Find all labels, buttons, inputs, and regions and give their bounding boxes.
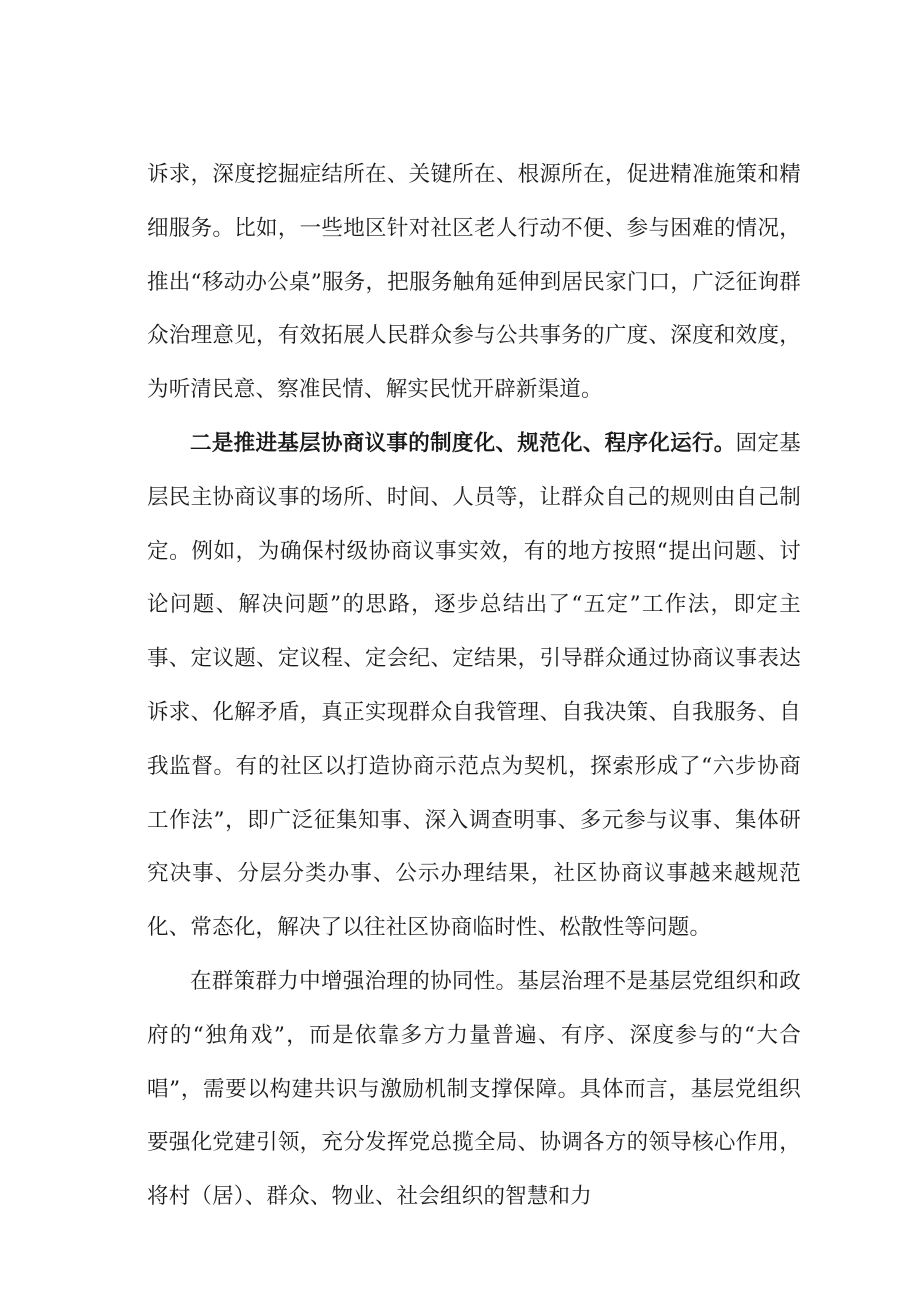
paragraph-collaboration xyxy=(147,955,801,1224)
paragraph-second-point xyxy=(147,417,801,955)
paragraph-text: 固定基层民主协商议事的场所、时间、人员等，让群众自己的规则由自己制定。例如，为确保村级协商议事实效，有的地方按照“提出问题、讨论问题、解决问题”的思路，逐步总结出了“五定”工作法，即定主事、定议题、定议程、定会纪、定结果，引导群众通过协商议事表达诉求、化解矛盾，真正实现群众自我管理、自我决策、自我服务、自我监督。有的社区以打造协商示范点为契机，探索形成了“六步协商工作法”，即广泛征集知事、深入调查明事、多元参与议事、集体研究决事、分层分类办事、公示办理结果，社区协商议事越来越规范化、常态化，解决了以往社区协商临时性、松散性等问题。 xyxy=(147,430,801,941)
paragraph-continuation xyxy=(147,148,801,417)
paragraph-text: 诉求，深度挖掘症结所在、关键所在、根源所在，促进精准施策和精细服务。比如，一些地区针对社区老人行动不便、参与困难的情况，推出“移动办公桌”服务，把服务触角延伸到居民家门口，广泛征询群众治理意见，有效拓展人民群众参与公共事务的广度、深度和效度，为听清民意、察准民情、解实民忧开辟新渠道。 xyxy=(147,162,801,403)
document-page xyxy=(147,148,801,1224)
paragraph-text: 在群策群力中增强治理的协同性。基层治理不是基层党组织和政府的“独角戏”，而是依靠多方力量普遍、有序、深度参与的“大合唱”，需要以构建共识与激励机制支撑保障。具体而言，基层党组织要强化党建引领，充分发挥党总揽全局、协调各方的领导核心作用，将村（居）、群众、物业、社会组织的智慧和力 xyxy=(147,968,801,1210)
paragraph-lead-heading: 二是推进基层协商议事的制度化、规范化、程序化运行。 xyxy=(190,430,736,456)
